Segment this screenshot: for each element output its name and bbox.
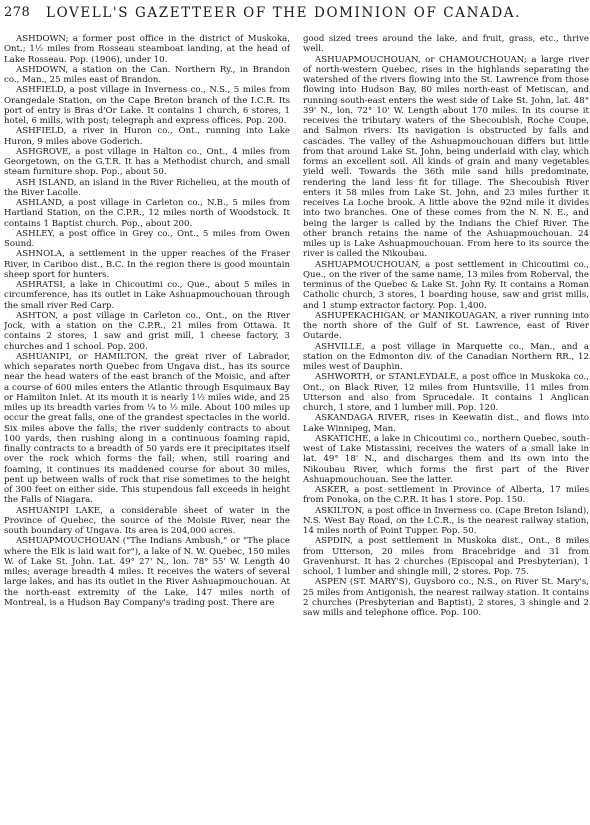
entry-text: , a lake in Chicoutimi co., Que., about 5 miles in circumference, has its outlet in Lake Ashuapmouchouan through the small river Red Carp. (4, 280, 290, 311)
gazetteer-entry (4, 198, 290, 229)
entry-text: ("The Indians Ambush," or "The place where the Elk is laid wait for"), a lake of N. W. Quebec, 150 miles W. of Lake St. John. Lat. 49° 27' N., lon. 78° 55' W. Length 40 miles; average breadth 4 miles. It receives the waters of several large lakes, and has its outlet in the River Ashuapmouchouan. At the north-east extremity of the Lake, 147 miles north of Montreal, is a Hudson Bay Company's trading post. There are (4, 536, 290, 608)
entry-headword: ASH ISLAND (16, 177, 74, 188)
page-header (0, 0, 590, 28)
entry-headword: ASHUAPMOUCHOUAN (315, 259, 418, 270)
entry-headword: ASHGROVE (16, 146, 69, 157)
entry-text: , a settlement in the upper reaches of the Fraser River, in Cariboo dist., B.C. In the region there is good mountain sheep sport for hunters. (4, 249, 290, 280)
entry-headword: ASHUAPMOUCHOUAN (16, 536, 120, 547)
gazetteer-entry (4, 536, 290, 608)
entry-headword: ASHRATSI (16, 280, 63, 290)
entry-headword: ASKER (315, 485, 347, 495)
entry-headword: ASHTON (16, 310, 56, 321)
entry-text: , a post village in Inverness co., N.S., 5 miles from Orangedale Station, on the Cape Breton branch of the I.C.R. Its port of entry is Bras d'Or Lake. It contains 1 church, 6 stores, 1 hotel, 6 mills, with post; telegraph and express offices. Pop. 200. (4, 85, 290, 126)
entry-headword: ASHUPEKACHIGAN, or MANIKOUAGAN (315, 310, 495, 321)
gazetteer-entry (4, 147, 290, 178)
gazetteer-entry (303, 485, 589, 506)
page-number: 278 (4, 5, 31, 20)
entry-text: , a post village in Halton co., Ont., 4 miles from Georgetown, on the G.T.R. It has a Methodist church, and small steam furniture shop. Pop., about 50. (4, 146, 290, 178)
right-column (303, 34, 589, 824)
gazetteer-entry (303, 413, 589, 434)
entry-headword: ASKATICHE (315, 433, 369, 444)
entry-headword: ASPDIN (315, 536, 351, 547)
entry-headword: ASPEN (ST. MARY'S) (315, 577, 408, 588)
entry-headword: ASHFIELD (16, 126, 64, 137)
entry-text: , the great river of Labrador, which separates north Quebec from Ungava dist., has its source near the head waters of the east branch of the Moisic, and after a course of 600 miles enters the Atlantic through Esquimaux Bay or Hamilton Inlet. At its mouth it is nearly 1½ miles wide, and 25 miles up its breadth varies from ¼ to ½ mile. About 100 miles up occur the great falls, one of the grandest spectacles in the world. Six miles above the falls, the river suddenly contracts to about 100 yards, then rushing along in a continuous foaming rapid, finally contracts to a breadth of 50 yards ere it precipitates itself over the rock which forms the fall; when, still roaring and foaming, it continues its maddened course for about 30 miles, pent up between walls of rock that rise sometimes to the height of 300 feet on either side. This stupendous fall exceeds in height the Falls of Niagara. (4, 351, 290, 506)
entry-headword: ASHWORTH, or STANLEYDALE (315, 372, 457, 383)
gazetteer-entry (303, 536, 589, 577)
entry-headword: ASHDOWN (16, 64, 66, 75)
entry-headword: ASKANDAGA RIVER (315, 413, 407, 424)
entry-text: , a station on the Can. Northern Ry., in Brandon co., Man., 25 miles east of Brandon. (4, 64, 290, 85)
entry-text: , Guysboro co., N.S., on River St. Mary's, 25 miles from Antigonish, the nearest railway station. It contains 2 churches (Presbyterian and Baptist), 2 stores, 3 shingle and 2 saw mills and telephone office. Pop. 100. (303, 577, 589, 618)
entry-text: , a post village in Marquette co., Man., and a station on the Edmonton div. of the Canadian Northern RR., 12 miles west of Dauphin. (303, 341, 589, 372)
entry-headword: ASHDOWN (16, 34, 66, 44)
gazetteer-entry (303, 260, 589, 311)
entry-text: , a post village in Carleton co., Ont., on the River Jock, with a station on the C.P.R., 21 miles from Ottawa. It contains 2 stores, 1 saw and grist mill, 1 cheese factory, 3 churches and 1 school. Pop. 200. (4, 310, 290, 352)
entry-text: ; a former post office in the district of Muskoka, Ont.; 1½ miles from Rosseau steamboat landing, at the head of Lake Rosseau. Pop. (1906), under 10. (4, 34, 290, 65)
entry-text: , a considerable sheet of water in the Province of Quebec, the source of the Moisie River, near the south boundary of Ungava. Its area is 204,000 acres. (4, 505, 290, 536)
gazetteer-entry (4, 352, 290, 506)
left-column (4, 34, 290, 824)
gazetteer-entry (303, 342, 589, 373)
gazetteer-entry (303, 55, 589, 260)
entry-text: , a post settlement in Province of Alberta, 17 miles from Ponoka, on the C.P.R. It has 1 store. Pop. 150. (303, 485, 589, 506)
gazetteer-entry (4, 85, 290, 126)
gazetteer-entry (303, 311, 589, 342)
gazetteer-entry (4, 229, 290, 250)
gazetteer-entry (4, 65, 290, 86)
entry-text: , a post office in Muskoka co., Ont., on Black River, 12 miles from Huntsville, 11 miles from Utterson and also from Sprucedale. It contains 1 Anglican church, 1 store, and 1 lumber mill. Pop. 120. (303, 372, 589, 413)
entry-headword: ASKILTON (315, 505, 362, 516)
gazetteer-entry (4, 126, 290, 147)
entry-text: , a lake in Chicoutimi co., northern Quebec, south-west of Lake Mistassini, receives the waters of a small lake in lat. 49° 18' N., and discharges them and its own into the Nikoubau River, which forms the first part of the River Ashuapmouchouan. See the latter. (303, 433, 589, 485)
gazetteer-entry (303, 506, 589, 537)
entry-headword: ASHUAPMOUCHOUAN, or CHAMOUCHOUAN (315, 54, 524, 65)
entry-text: , a post office in Inverness co. (Cape Breton Island), N.S. West Bay Road, on the I.C.R., is the nearest railway station, 14 miles north of Point Tupper. Pop. 50. (303, 505, 589, 536)
gazetteer-entry (303, 372, 589, 413)
running-title: LOVELL'S GAZETTEER OF THE DOMINION OF CANADA. (46, 5, 522, 21)
entry-headword: ASHFIELD (16, 85, 64, 96)
entry-headword: ASHUANIPI, or HAMILTON (16, 351, 145, 362)
gazetteer-entry (4, 280, 290, 311)
entry-headword: ASHNOLA (16, 249, 63, 260)
entry-headword: ASHLAND (16, 198, 62, 208)
entry-text: ; a large river of north-western Quebec, rises in the highlands separating the watershed of the rivers flowing into the St. Lawrence from those flowing into Hudson Bay, 80 miles north-east of Metiscan, and running south-east enters the west side of Lake St. John, lat. 48° 39' N., lon. 72° 10' W. Length about 170 miles. In its course it receives the tributary waters of the Shecoubish, Roche Coupe, and Salmon rivers. Its navigation is obstructed by falls and cascades. The valley of the Ashuapmouchouan differs but little from that around Lake St. John, being underlaid with clay, which forms an excellent soil. All kinds of grain and many vegetables yield well. Towards the 36th mile sand hills predominate, rendering the land less fit for tillage. The Shecoubish River enters it 58 miles from Lake St. John, and 23 miles further it receives La Loche brook. A little above the 92nd mile it divides into two branches. One of these comes from the N. N. E., and being the larger is called by the Indians the Chief River. The other branch retains the name of the Ashuapmouchouan. 24 miles up is Lake Ashuapmouchouan. From here to its source the river is called the Nikoubau. (303, 54, 589, 260)
gazetteer-entry (4, 178, 290, 199)
entry-text: good sized trees around the lake, and fruit, grass, etc., thrive well. (303, 34, 589, 55)
entry-text: , an island in the River Richelieu, at the mouth of the River Lacolle. (4, 177, 290, 198)
gazetteer-entry (4, 506, 290, 537)
gazetteer-entry (303, 434, 589, 485)
entry-text: , a post settlement in Muskoka dist., Ont., 8 miles from Utterson, 20 miles from Bracebridge and 31 from Gravenhurst. It has 2 churches (Episcopal and Presbyterian), 1 school, 1 lumber and shingle mill, 2 stores. Pop. 75. (303, 536, 589, 577)
gazetteer-entry (4, 311, 290, 352)
gazetteer-entry (4, 34, 290, 65)
entry-text: , a river in Huron co., Ont., running into Lake Huron, 9 miles above Goderich. (4, 126, 290, 147)
gazetteer-entry (303, 577, 589, 618)
entry-text: , rises in Keewatin dist., and flows into Lake Winnipeg, Man. (303, 413, 589, 434)
entry-headword: ASHLEY (16, 228, 53, 239)
gazetteer-entry (4, 249, 290, 280)
entry-text: , a post office in Grey co., Ont., 5 miles from Owen Sound. (4, 228, 290, 249)
entry-text: , a post settlement in Chicoutimi co., Que., on the river of the same name, 13 miles from Roberval, the terminus of the Quebec & Lake St. John Ry. It contains a Roman Catholic church, 3 stores, 1 boarding house, saw and grist mills, and 1 stump extractor factory. Pop. 1,400. (303, 259, 589, 311)
entry-text: , a post village in Carleton co., N.B., 5 miles from Hartland Station, on the C.P.R., 12 miles north of Woodstock. It contains 1 Baptist church. Pop., about 200. (4, 198, 290, 229)
gazetteer-entry (303, 34, 589, 55)
entry-text: , a river running into the north shore of the Gulf of St. Lawrence, east of River Outarde. (303, 310, 589, 342)
entry-headword: ASHUANIPI LAKE (16, 505, 101, 516)
entry-headword: ASHVILLE (315, 341, 362, 352)
